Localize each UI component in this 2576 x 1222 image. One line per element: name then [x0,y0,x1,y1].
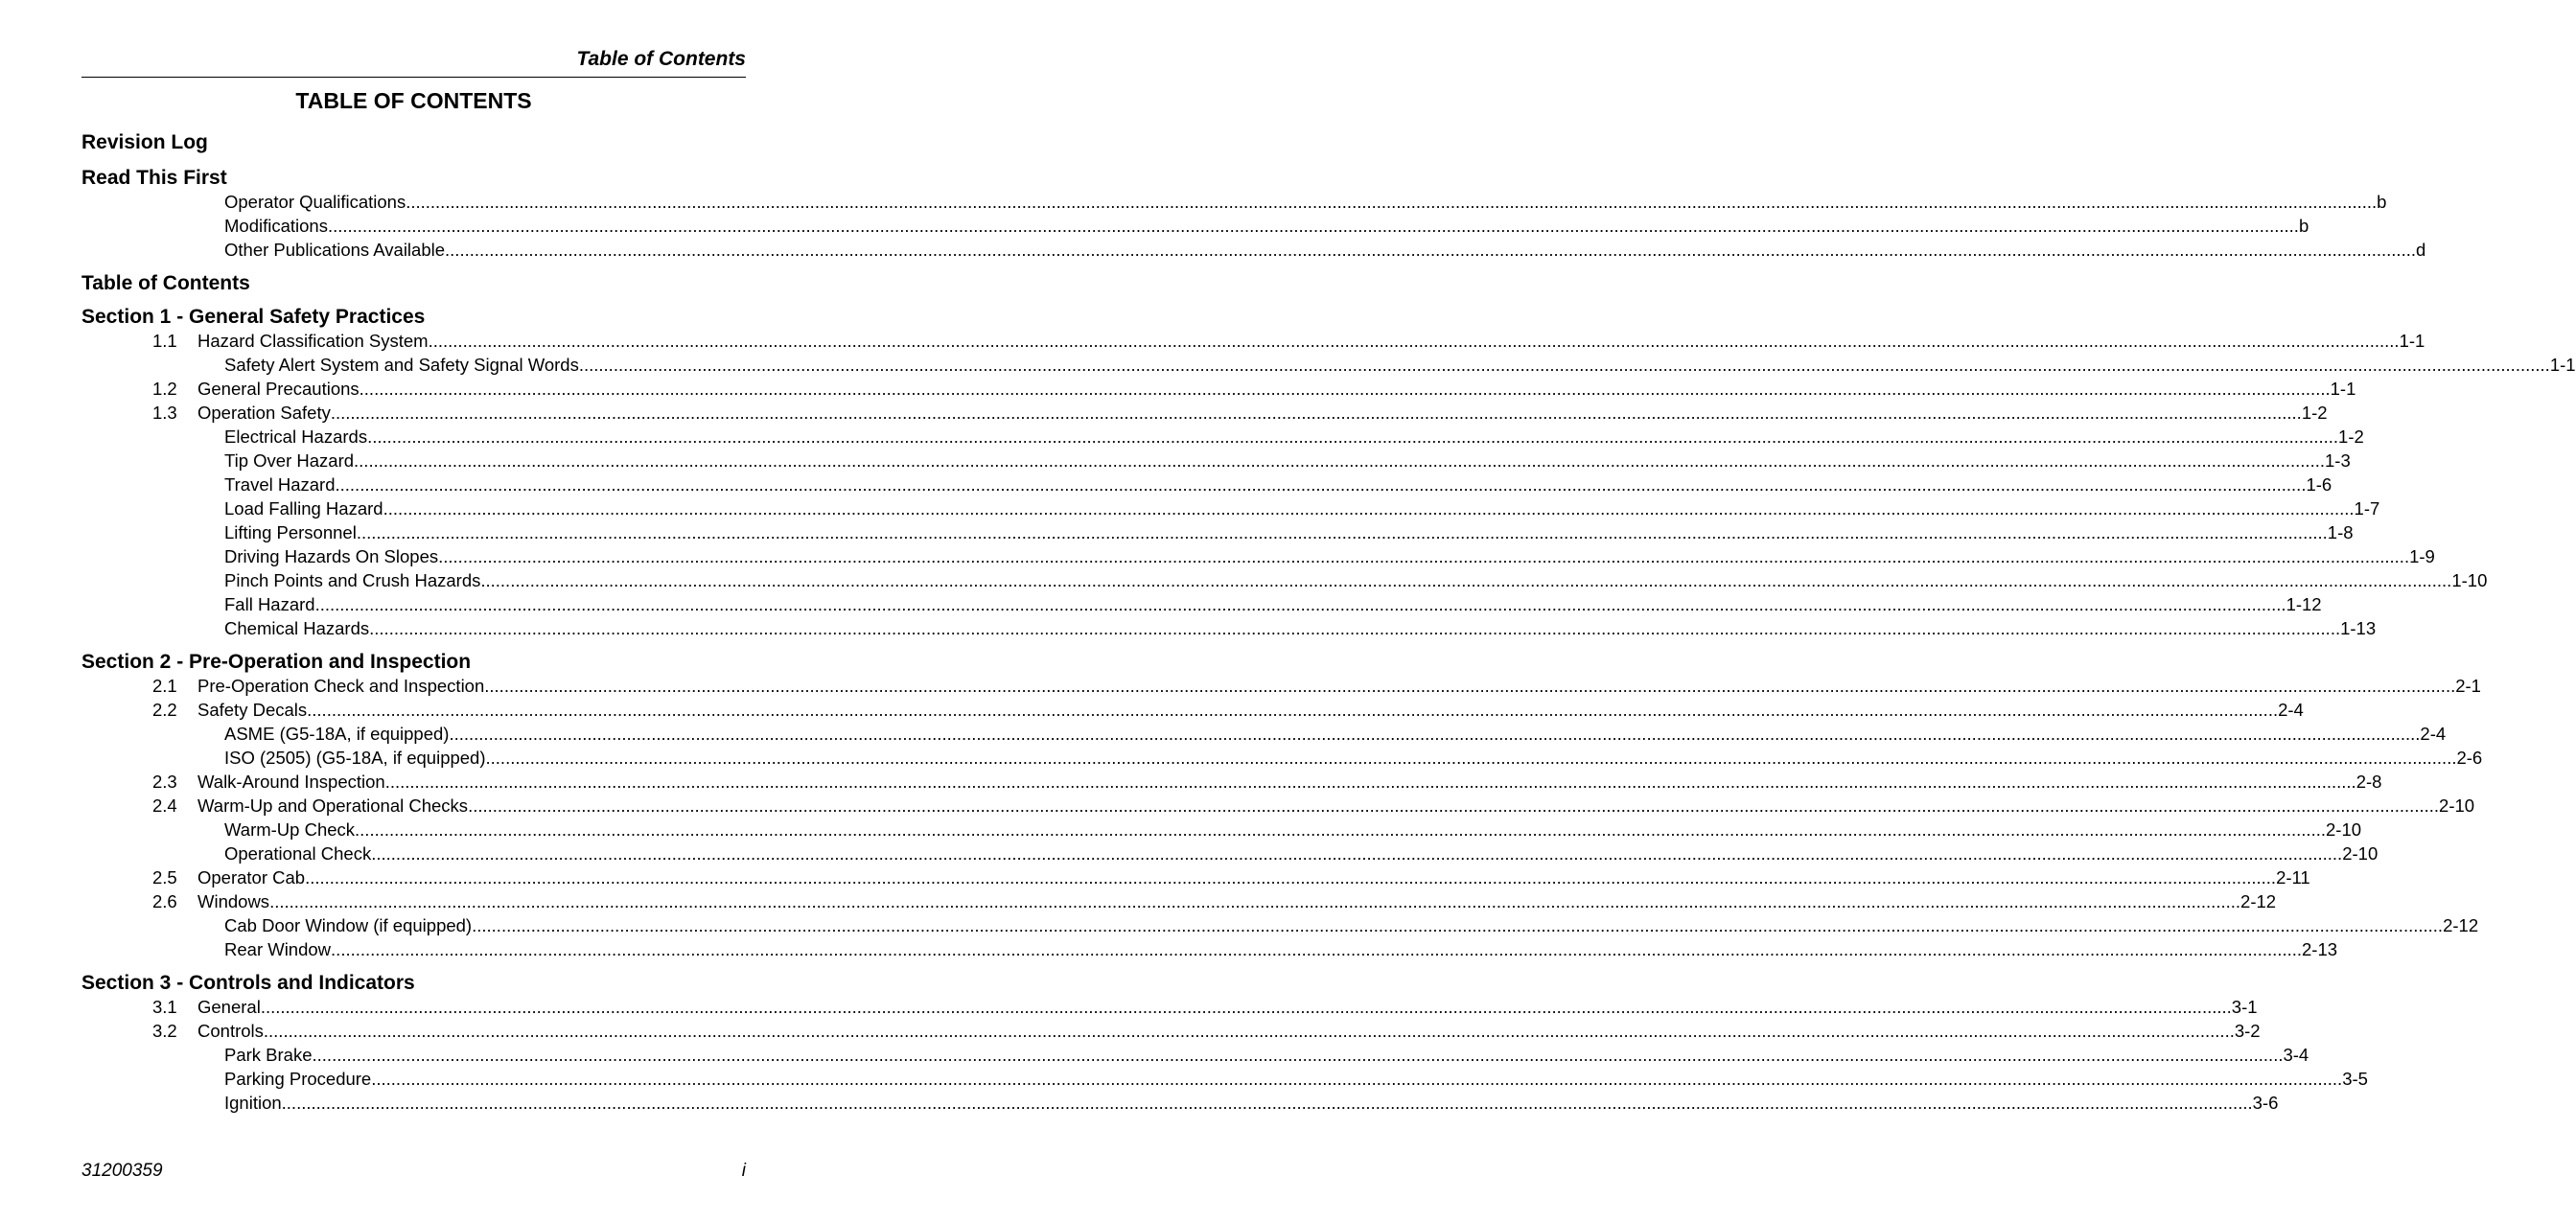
toc-entry-leader-line [224,568,2488,592]
toc-entry-page: 2-10 [2342,843,2379,864]
dot-leader: ................................................................................................................................................................................................................................................................................................................................................................................................................ [383,498,2355,519]
toc-entry-label: Rear Window [224,939,332,959]
toc-entry[interactable] [81,377,2356,401]
toc-entry-page: 1-1 [2330,379,2356,399]
toc-entry-page: 2-1 [2455,676,2481,696]
toc-entry[interactable] [81,238,2426,262]
toc-entry-page: 1-8 [2327,522,2354,542]
dot-leader: ................................................................................................................................................................................................................................................................................................................................................................................................................ [356,522,2328,542]
toc-entry-leader-line [224,1043,2309,1067]
toc-entry-label: Safety Alert System and Safety Signal Words [224,355,579,375]
toc-entry-leader-line [224,722,2447,746]
toc-entry[interactable] [81,889,2277,913]
toc-entry-page: 3-4 [2283,1045,2309,1065]
toc-entry-label: Electrical Hazards [224,427,368,447]
toc-entry-label: Warm-Up and Operational Checks [197,795,469,816]
toc-entry-leader-line [197,377,2356,401]
toc-entry-number: 2.1 [152,676,177,696]
toc-entry[interactable] [81,842,2379,865]
page-title: TABLE OF CONTENTS [295,88,532,113]
dot-leader: ................................................................................................................................................................................................................................................................................................................................................................................................................ [485,748,2457,768]
section-heading[interactable]: Table of Contents [81,272,250,294]
toc-entry[interactable] [81,568,2488,592]
toc-entry-leader-line [197,329,2425,353]
toc-entry[interactable] [81,1091,2279,1115]
toc-entry-page: 3-5 [2342,1069,2368,1089]
toc-entry-leader-line [197,401,2328,425]
toc-entry-page: 1-1 [2399,331,2425,351]
toc-entry[interactable] [81,913,2479,937]
toc-entry-page: b [2377,192,2387,212]
toc-entry-page: 3-6 [2252,1093,2279,1113]
dot-leader: ................................................................................................................................................................................................................................................................................................................................................................................................................ [331,939,2303,959]
toc-entry[interactable] [81,473,2332,496]
toc-entry-label: Operation Safety [197,403,331,423]
toc-entry-leader-line [224,818,2362,842]
toc-entry-leader-line [197,1019,2261,1043]
toc-entry-leader-line [224,214,2309,238]
toc-entry-page: 1-12 [2286,594,2322,614]
section-heading[interactable]: Section 2 - Pre-Operation and Inspection [81,651,472,673]
toc-entry[interactable] [81,722,2447,746]
dot-leader: ................................................................................................................................................................................................................................................................................................................................................................................................................ [480,570,2452,590]
toc-entry-leader-line [224,592,2322,616]
toc-entry-number: 2.5 [152,867,177,888]
toc-entry-label: General Precautions [197,379,360,399]
toc-entry-leader-line [224,842,2379,865]
toc-entry-number: 2.4 [152,795,177,816]
toc-entry-leader-line [224,616,2377,640]
toc-entry-page: 1-6 [2306,474,2332,495]
toc-entry-leader-line [197,794,2475,818]
toc-entry-label: Hazard Classification System [197,331,429,351]
toc-entry-page: 3-2 [2234,1021,2261,1041]
toc-entry-label: Modifications [224,216,328,236]
toc-entry-label: Travel Hazard [224,474,336,495]
toc-entry[interactable] [81,616,2377,640]
section-heading[interactable]: Section 1 - General Safety Practices [81,306,426,328]
dot-leader: ................................................................................................................................................................................................................................................................................................................................................................................................................ [472,915,2444,935]
toc-entry[interactable] [81,746,2483,770]
toc-entry-label: Parking Procedure [224,1069,372,1089]
toc-entry-label: Park Brake [224,1045,313,1065]
toc-entry-label: Chemical Hazards [224,618,370,638]
toc-entry[interactable] [81,674,2481,698]
toc-entry-label: Load Falling Hazard [224,498,383,519]
dot-leader: ................................................................................................................................................................................................................................................................................................................................................................................................................ [307,700,2279,720]
toc-entry[interactable] [81,818,2362,842]
toc-entry-label: ISO (2505) (G5-18A, if equipped) [224,748,486,768]
toc-entry[interactable] [81,698,2304,722]
toc-entry-label: Cab Door Window (if equipped) [224,915,473,935]
dot-leader: ................................................................................................................................................................................................................................................................................................................................................................................................................ [354,450,2325,471]
toc-entry-number: 1.1 [152,331,177,351]
toc-entry[interactable] [81,401,2328,425]
toc-entry-leader-line [197,674,2481,698]
toc-entry-page: 2-12 [2240,891,2277,911]
toc-entry[interactable] [81,449,2351,473]
dot-leader: ................................................................................................................................................................................................................................................................................................................................................................................................................ [335,474,2307,495]
toc-entry[interactable] [81,329,2425,353]
toc-entry-label: Warm-Up Check [224,819,356,840]
toc-entry-leader-line [224,746,2483,770]
dot-leader: ................................................................................................................................................................................................................................................................................................................................................................................................................ [263,1021,2235,1041]
dot-leader: ................................................................................................................................................................................................................................................................................................................................................................................................................ [449,724,2421,744]
toc-entry-page: 1-13 [2340,618,2377,638]
toc-entry-page: 2-6 [2456,748,2483,768]
dot-leader: ................................................................................................................................................................................................................................................................................................................................................................................................................ [260,997,2232,1017]
dot-leader: ................................................................................................................................................................................................................................................................................................................................................................................................................ [371,1069,2343,1089]
toc-entry-label: Pre-Operation Check and Inspection [197,676,485,696]
toc-entry-leader-line [224,449,2351,473]
toc-entry-label: Fall Hazard [224,594,315,614]
toc-entry-label: Ignition [224,1093,282,1113]
toc-entry-leader-line [197,865,2310,889]
toc-entry-leader-line [224,425,2364,449]
toc-entry-leader-line [224,544,2435,568]
toc-entry-leader-line [224,1091,2279,1115]
toc-entry-leader-line [224,473,2332,496]
toc-entry-number: 2.3 [152,772,177,792]
toc-entry-page: 1-10 [2451,570,2488,590]
toc-entry[interactable] [81,1067,2368,1091]
toc-entry-label: Safety Decals [197,700,308,720]
dot-leader: ................................................................................................................................................................................................................................................................................................................................................................................................................ [312,1045,2284,1065]
dot-leader: ................................................................................................................................................................................................................................................................................................................................................................................................................ [406,192,2378,212]
dot-leader: ................................................................................................................................................................................................................................................................................................................................................................................................................ [468,795,2440,816]
toc-entry-label: Pinch Points and Crush Hazards [224,570,481,590]
toc-entry-number: 3.1 [152,997,177,1017]
toc-entry[interactable] [81,865,2310,889]
toc-entry-page: 1-2 [2301,403,2328,423]
toc-entry-page: 3-1 [2231,997,2258,1017]
dot-leader: ................................................................................................................................................................................................................................................................................................................................................................................................................ [428,331,2400,351]
toc-entry[interactable] [81,520,2354,544]
toc-entry-number: 3.2 [152,1021,177,1041]
toc-entry-leader-line [224,353,2576,377]
toc-entry-label: ASME (G5-18A, if equipped) [224,724,450,744]
toc-entry-page: 1-1 [2549,355,2576,375]
toc-entry-page: 2-11 [2276,867,2310,888]
toc-entry-label: Other Publications Available [224,240,446,260]
section-heading[interactable]: Section 3 - Controls and Indicators [81,972,415,994]
dot-leader: ................................................................................................................................................................................................................................................................................................................................................................................................................ [269,891,2241,911]
toc-entry-leader-line [224,937,2338,961]
toc-entry-label: Walk-Around Inspection [197,772,385,792]
dot-leader: ................................................................................................................................................................................................................................................................................................................................................................................................................ [327,216,2299,236]
toc-entry-page: d [2416,240,2426,260]
toc-entry-page: 2-4 [2278,700,2304,720]
dot-leader: ................................................................................................................................................................................................................................................................................................................................................................................................................ [355,819,2326,840]
toc-entry-number: 1.3 [152,403,177,423]
dot-leader: ................................................................................................................................................................................................................................................................................................................................................................................................................ [281,1093,2253,1113]
dot-leader: ................................................................................................................................................................................................................................................................................................................................................................................................................ [305,867,2277,888]
toc-entry-label: Driving Hazards On Slopes [224,546,439,566]
toc-entry-label: Windows [197,891,270,911]
toc-entry-label: Lifting Personnel [224,522,357,542]
toc-list [81,121,2576,1115]
toc-entry[interactable] [81,995,2258,1019]
toc-entry[interactable] [81,214,2309,238]
dot-leader: ................................................................................................................................................................................................................................................................................................................................................................................................................ [330,403,2302,423]
toc-entry-page: 2-4 [2420,724,2447,744]
toc-entry-label: Operational Check [224,843,372,864]
page-number: i [741,1161,746,1181]
toc-entry-leader-line [197,698,2304,722]
toc-entry-leader-line [224,1067,2368,1091]
dot-leader: ................................................................................................................................................................................................................................................................................................................................................................................................................ [359,379,2331,399]
toc-entry-leader-line [224,238,2426,262]
toc-entry[interactable] [81,190,2387,214]
toc-entry[interactable] [81,353,2576,377]
header-rule [81,77,746,78]
dot-leader: ................................................................................................................................................................................................................................................................................................................................................................................................................ [369,618,2341,638]
dot-leader: ................................................................................................................................................................................................................................................................................................................................................................................................................ [367,427,2339,447]
section-heading[interactable]: Read This First [81,167,227,189]
toc-entry-leader-line [197,770,2382,794]
toc-entry[interactable] [81,770,2382,794]
toc-entry-page: 1-9 [2409,546,2435,566]
toc-entry-page: 1-7 [2354,498,2380,519]
toc-entry[interactable] [81,496,2380,520]
toc-entry-label: Tip Over Hazard [224,450,355,471]
toc-entry-page: 2-10 [2326,819,2362,840]
toc-entry-label: General [197,997,261,1017]
section-heading[interactable]: Revision Log [81,131,208,153]
toc-entry-leader-line [224,190,2387,214]
toc-entry-page: b [2298,216,2309,236]
dot-leader: ................................................................................................................................................................................................................................................................................................................................................................................................................ [314,594,2286,614]
dot-leader: ................................................................................................................................................................................................................................................................................................................................................................................................................ [484,676,2456,696]
toc-entry-leader-line [197,995,2258,1019]
toc-entry-page: 2-10 [2439,795,2475,816]
toc-entry[interactable] [81,592,2322,616]
dot-leader: ................................................................................................................................................................................................................................................................................................................................................................................................................ [371,843,2343,864]
toc-entry-leader-line [197,889,2277,913]
toc-entry[interactable] [81,425,2364,449]
toc-entry-page: 2-8 [2356,772,2382,792]
dot-leader: ................................................................................................................................................................................................................................................................................................................................................................................................................ [445,240,2416,260]
toc-entry-leader-line [224,496,2380,520]
toc-entry-leader-line [224,913,2479,937]
toc-entry-number: 1.2 [152,379,177,399]
dot-leader: ................................................................................................................................................................................................................................................................................................................................................................................................................ [384,772,2356,792]
toc-entry-page: 2-12 [2443,915,2479,935]
toc-entry-label: Operator Cab [197,867,306,888]
toc-entry-label: Controls [197,1021,264,1041]
toc-entry[interactable] [81,544,2435,568]
running-head: Table of Contents [576,48,746,70]
toc-entry-number: 2.2 [152,700,177,720]
toc-entry[interactable] [81,937,2338,961]
toc-entry-label: Operator Qualifications [224,192,406,212]
toc-entry[interactable] [81,1019,2261,1043]
toc-entry-leader-line [224,520,2354,544]
toc-entry-page: 2-13 [2302,939,2338,959]
toc-entry-page: 1-2 [2338,427,2364,447]
document-number: 31200359 [81,1161,163,1181]
dot-leader: ................................................................................................................................................................................................................................................................................................................................................................................................................ [438,546,2410,566]
toc-entry-number: 2.6 [152,891,177,911]
toc-entry-page: 1-3 [2325,450,2351,471]
dot-leader: ................................................................................................................................................................................................................................................................................................................................................................................................................ [578,355,2550,375]
toc-entry[interactable] [81,1043,2309,1067]
toc-entry[interactable] [81,794,2475,818]
